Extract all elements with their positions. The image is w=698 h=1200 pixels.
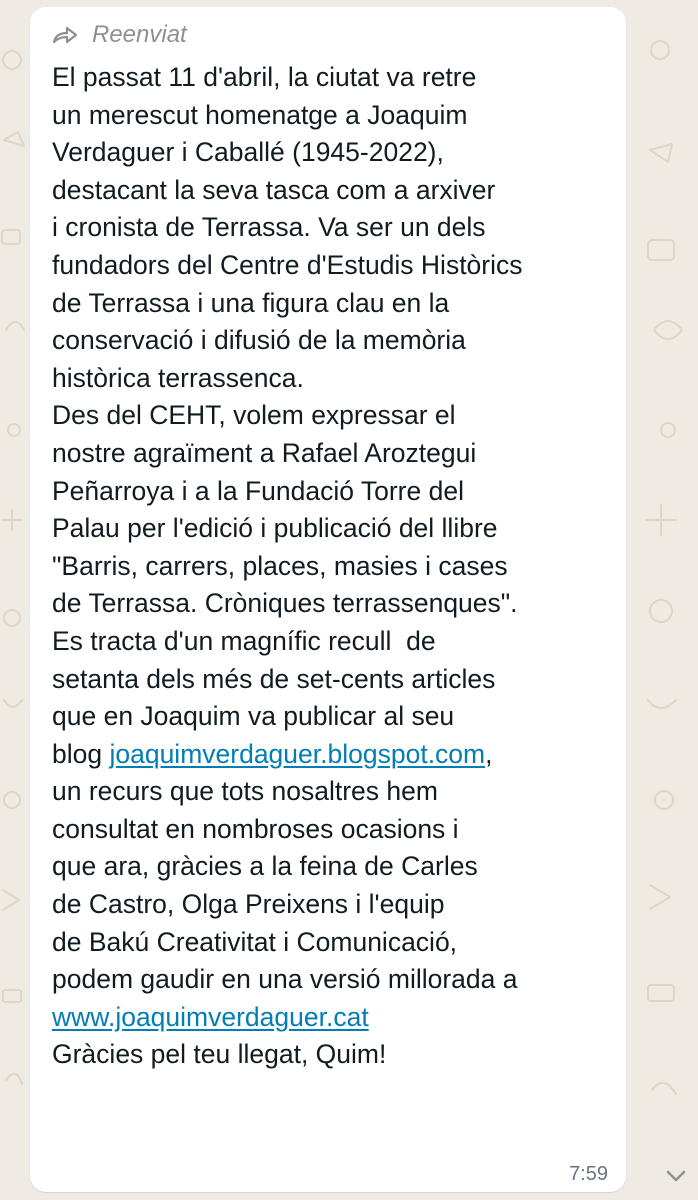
message-line: "Barris, carrers, places, masies i cases bbox=[52, 550, 508, 581]
message-timestamp: 7:59 bbox=[569, 1163, 608, 1185]
message-line: fundadors del Centre d'Estudis Històrics bbox=[52, 249, 523, 280]
blog-prefix: blog bbox=[52, 738, 110, 769]
message-line: que ara, gràcies a la feina de Carles bbox=[52, 851, 478, 882]
message-line: Verdaguer i Caballé (1945-2022), bbox=[52, 137, 444, 168]
message-line: Es tracta d'un magnífic recull de bbox=[52, 625, 436, 656]
message-line: nostre agraïment a Rafael Aroztegui bbox=[52, 437, 477, 468]
message-line: Gràcies pel teu llegat, Quim! bbox=[52, 1039, 387, 1070]
message-line: un merescut homenatge a Joaquim bbox=[52, 99, 468, 130]
message-line-with-link bbox=[52, 736, 612, 774]
blog-link[interactable]: joaquimverdaguer.blogspot.com bbox=[109, 738, 486, 769]
message-line: conservació i difusió de la memòria bbox=[52, 325, 466, 356]
message-line: de Terrassa. Cròniques terrassenques". bbox=[52, 588, 518, 619]
message-line: setanta dels més de set-cents articles bbox=[52, 663, 496, 694]
message-text bbox=[52, 59, 612, 1074]
message-bubble[interactable] bbox=[30, 7, 626, 1192]
message-line: que en Joaquim va publicar al seu bbox=[52, 701, 455, 732]
message-line: de Terrassa i una figura clau en la bbox=[52, 287, 450, 318]
blog-suffix: , bbox=[485, 738, 493, 769]
message-line: i cronista de Terrassa. Va ser un dels bbox=[52, 212, 486, 243]
message-line: de Castro, Olga Preixens i l'equip bbox=[52, 889, 445, 920]
forward-icon bbox=[52, 25, 78, 45]
message-line: històrica terrassenca. bbox=[52, 362, 304, 393]
message-line: un recurs que tots nosaltres hem bbox=[52, 776, 438, 807]
message-line: de Bakú Creativitat i Comunicació, bbox=[52, 926, 458, 957]
forwarded-label: Reenviat bbox=[92, 21, 187, 48]
message-line: Des del CEHT, volem expressar el bbox=[52, 400, 456, 431]
message-line: consultat en nombroses ocasions i bbox=[52, 813, 459, 844]
forwarded-header bbox=[52, 19, 187, 51]
chevron-down-icon[interactable] bbox=[662, 1162, 690, 1190]
message-line-with-link bbox=[52, 999, 612, 1037]
message-line: Palau per l'edició i publicació del llibre bbox=[52, 513, 498, 544]
website-link[interactable]: www.joaquimverdaguer.cat bbox=[52, 1001, 369, 1032]
message-line: destacant la seva tasca com a arxiver bbox=[52, 174, 496, 205]
message-line: Peñarroya i a la Fundació Torre del bbox=[52, 475, 464, 506]
message-line: El passat 11 d'abril, la ciutat va retre bbox=[52, 62, 477, 92]
message-line: podem gaudir en una versió millorada a bbox=[52, 964, 518, 995]
